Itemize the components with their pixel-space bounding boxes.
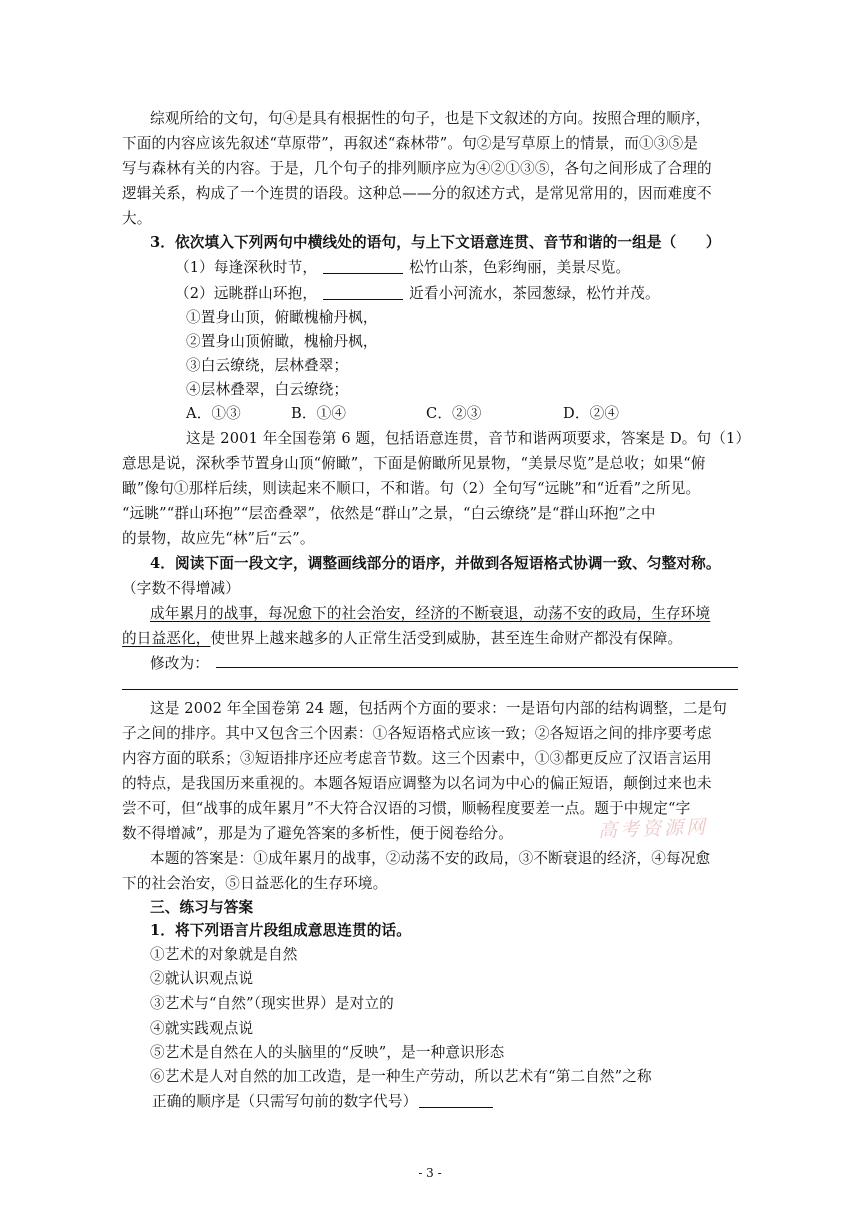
q3-sentence-1: [175, 257, 630, 279]
q3-analysis-line-3: 瞰”像句①那样后续，则读起来不顺口，不和谐。句（2）全句写“远眺”和“近看”之所见。: [122, 480, 701, 497]
q3-option-c: C．②③: [426, 405, 482, 422]
q4-answer-text-1: 本题的答案是：①成年累月的战事，②动荡不安的政局，③不断衰退的经济，④每况愈: [150, 850, 711, 867]
section-3-q1-stem: 1．将下列语言片段组成意思连贯的话。: [150, 922, 411, 939]
q3-item-3: ③白云缭绕，层林叠翠；: [186, 357, 349, 374]
q3-analysis-line-1: 这是 2001 年全国卷第 6 题，包括语意连贯，音节和谐两项要求，答案是 D。句（1）: [186, 430, 751, 447]
q4-answer-line-1[interactable]: [216, 667, 738, 668]
q3-item-4: ④层林叠翠，白云缭绕；: [186, 381, 349, 398]
q4-analysis-line-2: 子之间的排序。其中又包含三个因素：①各短语格式应该一致；②各短语之间的排序要考虑: [122, 725, 712, 742]
q4-underlined-4: 动荡不安的政局，: [533, 605, 652, 622]
q4-underlined-6: 的日益恶化，: [122, 630, 211, 647]
q4-modify-label: 修改为：: [150, 655, 209, 672]
q4-passage-line-1: [150, 603, 710, 625]
section-3-item-5: ⑤艺术是自然在人的头脑里的“反映”，是一种意识形态: [150, 1044, 505, 1061]
q4-analysis-line-4: 的特点，是我国历来重视的。本题各短语应调整为以名词为中心的偏正短语，颠倒过来也未: [122, 775, 712, 792]
q3-s2-after: 近看小河流水，茶园葱绿，松竹并茂。: [409, 285, 660, 302]
q3-analysis-line-5: 的景物，故应先“林”后“云”。: [122, 530, 315, 547]
q3-blank-1[interactable]: [323, 258, 403, 274]
q3-item-1: ①置身山顶，俯瞰槐榆丹枫，: [186, 309, 378, 326]
q3-option-a: A．①③: [186, 405, 241, 422]
para1-line-1: 综观所给的文句，句④是具有根据性的句子，也是下文叙述的方向。按照合理的顺序，: [150, 110, 711, 127]
section-3-order-prompt: 正确的顺序是（只需写句前的数字代号）: [152, 1093, 418, 1110]
section-3-item-2: ②就认识观点说: [150, 970, 254, 987]
q4-stem-line-1: 4．阅读下面一段文字，调整画线部分的语序，并做到各短语格式协调一致、匀整对称。: [150, 555, 721, 572]
para1-line-3: 写与森林有关的内容。于是，几个句子的排列顺序应为④②①③⑤，各句之间形成了合理的: [122, 160, 712, 177]
section-3-order-blank[interactable]: [419, 1092, 493, 1108]
q3-option-d: D．②④: [563, 405, 620, 422]
q4-analysis-line-1: 这是 2002 年全国卷第 24 题，包括两个方面的要求：一是语句内部的结构调整，二是句: [150, 700, 728, 717]
q4-analysis-line-3: 内容方面的联系；③短语排序还应考虑音节数。这三个因素中，①③都更反应了汉语言运用: [122, 750, 712, 767]
q4-underlined-1: 成年累月的战事，: [150, 605, 268, 622]
q4-passage-line-2: [122, 628, 682, 650]
q3-blank-2[interactable]: [323, 284, 403, 300]
q4-stem-line-2: （字数不得增减）: [122, 580, 240, 597]
q4-analysis-line-6: 数不得增减”，那是为了避免答案的多析性，便于阅卷给分。: [122, 825, 513, 842]
section-3-title: 三、练习与答案: [150, 899, 254, 916]
q4-underlined-5: 生存环境: [651, 605, 711, 622]
section-3-item-1: ①艺术的对象就是自然: [150, 946, 298, 963]
watermark: 高考资源网: [597, 816, 709, 842]
q3-s1-before: （1）每逢深秋时节，: [175, 259, 318, 276]
section-3-item-4: ④就实践观点说: [150, 1020, 254, 1037]
section-3-item-3: ③艺术与“自然”（现实世界）是对立的: [150, 995, 394, 1012]
q3-option-b: B．①④: [291, 405, 347, 422]
q3-analysis-line-2: 意思是说，深秋季节置身山顶“俯瞰”，下面是俯瞰所见景物，“美景尽览”是总收；如果“俯: [122, 455, 706, 472]
para1-line-5: 大。: [122, 210, 152, 227]
section-3-item-6: ⑥艺术是人对自然的加工改造，是一种生产劳动，所以艺术有“第二自然”之称: [150, 1068, 652, 1085]
para1-line-4: 逻辑关系，构成了一个连贯的语段。这种总——分的叙述方式，是常见常用的，因而难度不: [122, 185, 712, 202]
q3-item-2: ②置身山顶俯瞰，槐榆丹枫，: [186, 333, 378, 350]
q4-answer-text-2: 下的社会治安，⑤日益恶化的生存环境。: [122, 875, 388, 892]
q4-underlined-3: 经济的不断衰退，: [415, 605, 534, 622]
q3-stem: 3．依次填入下列两句中横线处的语句，与上下文语意连贯、音节和谐的一组是（ ）: [150, 234, 721, 251]
page-number: - 3 -: [418, 1166, 442, 1180]
q4-underlined-2: 每况愈下的社会治安，: [267, 605, 416, 622]
q4-analysis-line-5: 尝不可，但“战事的成年累月”不大符合汉语的习惯，顺畅程度要差一点。题于中规定“字: [122, 800, 691, 817]
q3-analysis-line-4: “远眺”“群山环抱”“层峦叠翠”，依然是“群山”之景，“白云缭绕”是“群山环抱”之中: [122, 505, 656, 522]
section-3-order-line: [152, 1091, 499, 1113]
q3-s2-before: （2）远眺群山环抱，: [175, 285, 318, 302]
q3-sentence-2: [175, 283, 660, 305]
q3-s1-after: 松竹山茶，色彩绚丽，美景尽览。: [409, 259, 631, 276]
q4-answer-line-2[interactable]: [122, 689, 738, 690]
q4-passage-rest: 使世界上越来越多的人正常生活受到威胁，甚至连生命财产都没有保障。: [210, 630, 683, 647]
para1-line-2: 下面的内容应该先叙述“草原带”，再叙述“森林带”。句②是写草原上的情景，而①③⑤是: [122, 135, 698, 152]
